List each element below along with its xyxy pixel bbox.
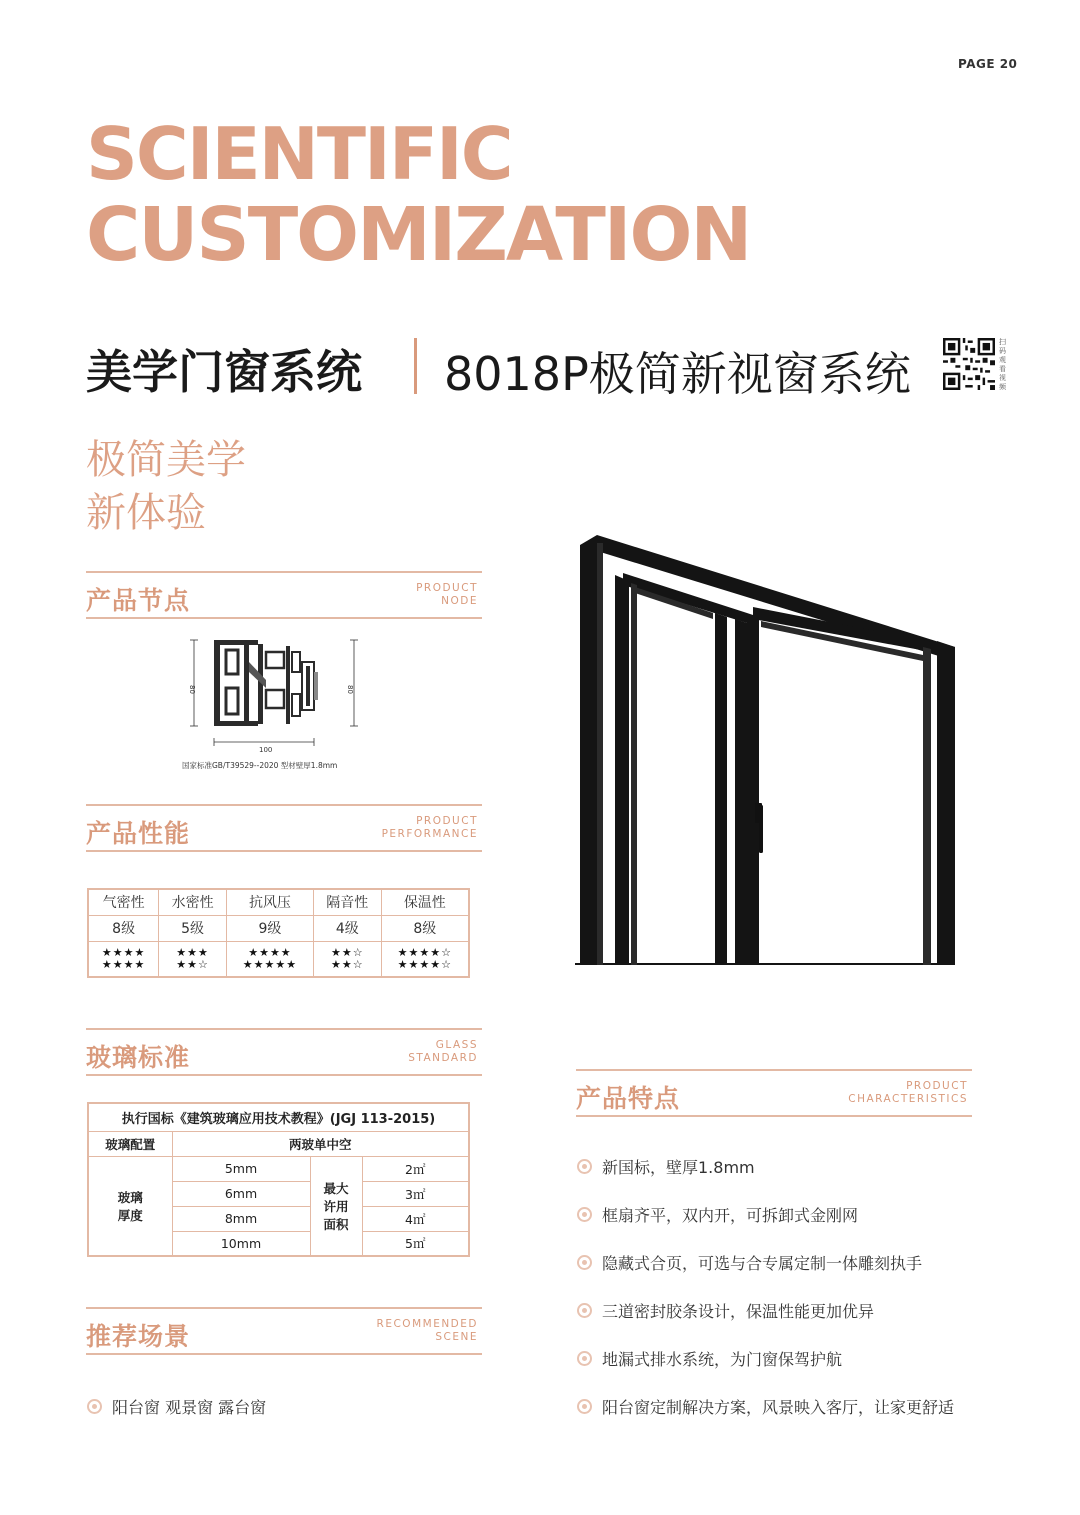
scene-item xyxy=(87,1395,266,1418)
qr-caption: 扫码观看视频 xyxy=(999,338,1006,391)
scene-text: 阳台窗 观景窗 露台窗 xyxy=(112,1398,267,1417)
table-cell: 2㎡ xyxy=(362,1156,469,1181)
glass-table xyxy=(87,1102,470,1257)
bullet-icon xyxy=(577,1399,592,1414)
table-row xyxy=(88,1156,469,1181)
table-row xyxy=(88,915,469,941)
section-header-characteristics xyxy=(576,1069,972,1117)
node-caption: 国家标准GB/T39529--2020 型材壁厚1.8mm xyxy=(182,761,338,770)
table-cell: 3㎡ xyxy=(362,1181,469,1206)
table-header: 保温性 xyxy=(381,889,469,915)
section-subtitle: PRODUCT PERFORMANCE xyxy=(381,815,478,840)
section-subtitle: RECOMMENDED SCENE xyxy=(376,1318,478,1343)
table-header: 玻璃 厚度 xyxy=(88,1156,172,1256)
feature-text: 阳台窗定制解决方案，风景映入客厅，让家更舒适 xyxy=(602,1398,955,1417)
series-title: 美学门窗系统 xyxy=(86,345,362,399)
hero-title-line2: CUSTOMIZATION xyxy=(86,192,751,278)
feature-item xyxy=(577,1395,954,1418)
table-cell: 8级 xyxy=(88,915,159,941)
profile-node-drawing xyxy=(174,632,374,782)
table-header: 水密性 xyxy=(159,889,227,915)
title-divider xyxy=(414,338,417,394)
table-header: 玻璃配置 xyxy=(88,1131,172,1156)
table-row xyxy=(88,1103,469,1131)
feature-text: 地漏式排水系统，为门窗保驾护航 xyxy=(602,1350,843,1369)
bullet-icon xyxy=(577,1303,592,1318)
table-cell: 8mm xyxy=(172,1206,310,1231)
tagline-line2: 新体验 xyxy=(86,490,206,536)
bullet-icon xyxy=(87,1399,102,1414)
bullet-icon xyxy=(577,1207,592,1222)
qr-code-icon[interactable] xyxy=(943,338,995,390)
feature-text: 三道密封胶条设计，保温性能更加优异 xyxy=(602,1302,875,1321)
table-cell: 9级 xyxy=(226,915,313,941)
table-cell: 4级 xyxy=(313,915,381,941)
table-cell: 8级 xyxy=(381,915,469,941)
dimension-width: 100 xyxy=(259,746,273,754)
section-title: 推荐场景 xyxy=(86,1322,191,1351)
section-header-scene xyxy=(86,1307,482,1355)
star-rating: ★★★ ★★☆ xyxy=(159,941,227,977)
table-cell: 5级 xyxy=(159,915,227,941)
dimension-height-right: 80 xyxy=(346,685,354,694)
section-title: 玻璃标准 xyxy=(86,1043,191,1072)
table-cell: 5㎡ xyxy=(362,1231,469,1256)
bullet-icon xyxy=(577,1351,592,1366)
star-rating: ★★★★ ★★★★★ xyxy=(226,941,313,977)
feature-text: 新国标，壁厚1.8mm xyxy=(602,1158,755,1177)
table-cell: 6mm xyxy=(172,1181,310,1206)
section-subtitle: PRODUCT CHARACTERISTICS xyxy=(848,1080,968,1105)
section-title: 产品性能 xyxy=(86,819,191,848)
table-row xyxy=(88,1131,469,1156)
section-title: 产品节点 xyxy=(86,586,191,615)
section-title: 产品特点 xyxy=(576,1084,681,1113)
star-rating: ★★★★☆ ★★★★☆ xyxy=(381,941,469,977)
feature-item xyxy=(577,1155,755,1178)
section-header-glass xyxy=(86,1028,482,1076)
feature-item xyxy=(577,1251,922,1274)
section-header-performance xyxy=(86,804,482,852)
feature-text: 隐藏式合页，可选与合专属定制一体雕刻执手 xyxy=(602,1254,923,1273)
table-header: 气密性 xyxy=(88,889,159,915)
feature-item xyxy=(577,1299,874,1322)
star-rating: ★★★★ ★★★★ xyxy=(88,941,159,977)
table-cell: 两玻单中空 xyxy=(172,1131,469,1156)
dimension-height-left: 80 xyxy=(188,685,196,694)
section-header-node xyxy=(86,571,482,619)
bullet-icon xyxy=(577,1255,592,1270)
page-number: PAGE 20 xyxy=(958,57,1018,71)
bullet-icon xyxy=(577,1159,592,1174)
table-cell: 5mm xyxy=(172,1156,310,1181)
performance-table xyxy=(87,888,470,978)
feature-item xyxy=(577,1203,858,1226)
table-cell: 10mm xyxy=(172,1231,310,1256)
section-subtitle: PRODUCT NODE xyxy=(416,582,478,607)
table-header: 抗风压 xyxy=(226,889,313,915)
feature-item xyxy=(577,1347,842,1370)
star-rating: ★★☆ ★★☆ xyxy=(313,941,381,977)
feature-text: 框扇齐平，双内开，可拆卸式金刚网 xyxy=(602,1206,859,1225)
table-cell: 4㎡ xyxy=(362,1206,469,1231)
section-subtitle: GLASS STANDARD xyxy=(408,1039,478,1064)
tagline-line1: 极简美学 xyxy=(86,437,246,483)
table-row xyxy=(88,889,469,915)
window-product-image xyxy=(575,535,965,970)
product-title: 8018P极简新视窗系统 xyxy=(444,347,911,401)
table-header: 最大 许用 面积 xyxy=(310,1156,362,1256)
table-row xyxy=(88,941,469,977)
table-caption: 执行国标《建筑玻璃应用技术教程》(JGJ 113-2015) xyxy=(88,1103,469,1131)
table-header: 隔音性 xyxy=(313,889,381,915)
hero-title-line1: SCIENTIFIC xyxy=(86,112,512,196)
